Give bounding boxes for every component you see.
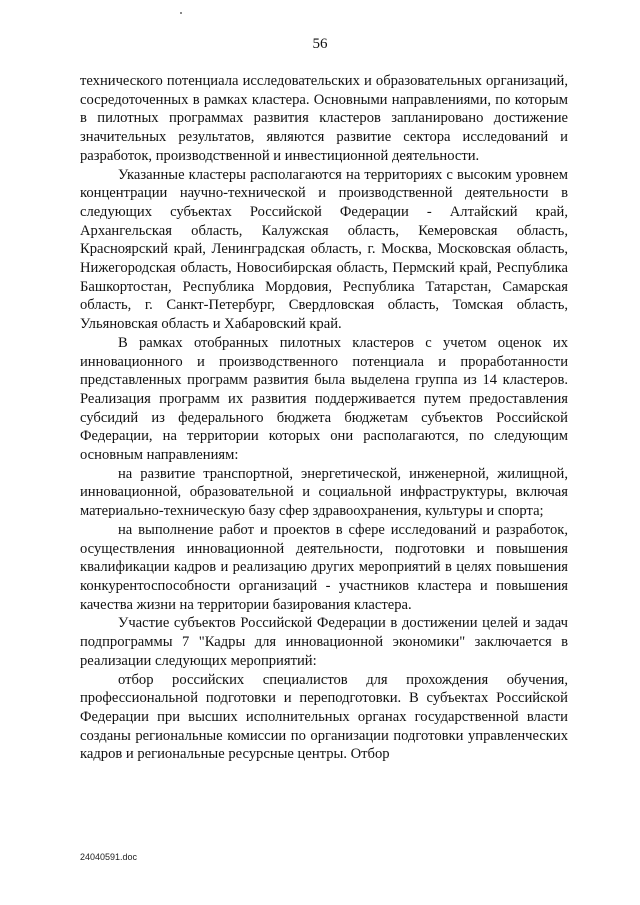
paragraph-infrastructure-direction: на развитие транспортной, энергетической, инженерной, жилищной, инновационной, образовательной и социальной инфраструктуры, включая материально-техническую базу сфер здравоохранения, культуры и спорта; bbox=[80, 465, 568, 520]
paragraph-research-direction: на выполнение работ и проектов в сфере исследований и разработок, осуществления инновационной деятельности, подготовки и повышения квалификации кадров и реализацию других мероприятий в целях повышения конкурентоспособности организаций - участников кластера и повышения качества жизни на территории базирования кластера. bbox=[80, 521, 568, 613]
page-number: 56 bbox=[312, 36, 328, 52]
paragraph-subprogram-7: Участие субъектов Российской Федерации в достижении целей и задач подпрограммы 7 "Кадры для инновационной экономики" заключается в реализации следующих мероприятий: bbox=[80, 615, 568, 669]
document-body bbox=[80, 72, 568, 764]
paragraph-pilot-clusters: В рамках отобранных пилотных кластеров с учетом оценок их инновационного и производственного потенциала и проработанности представленных программ развития была выделена группа из 14 кластеров. Реализация программ их развития поддерживается путем предоставления субсидий из федерального бюджета бюджетам субъектов Российской Федерации, на территории которых они располагаются, по следующим основным направлениям: bbox=[80, 334, 568, 464]
footer-filename: 24040591.doc bbox=[80, 852, 138, 862]
paragraph-continuation: технического потенциала исследовательских и образовательных организаций, сосредоточенных в рамках кластера. Основными направлениями, по которым в пилотных программах развития кластеров запланировано достижение значительных результатов, являются развитие сектора исследований и разработок, производственной и инвестиционной деятельности. bbox=[80, 73, 568, 164]
paragraph-selection-specialists: отбор российских специалистов для прохождения обучения, профессиональной подготовки и переподготовки. В субъектах Российской Федерации при высших исполнительных органах государственной власти созданы региональные комиссии по организации подготовки управленческих кадров и региональные ресурсные центры. Отбор bbox=[80, 671, 568, 763]
paragraph-clusters-regions: Указанные кластеры располагаются на территориях с высоким уровнем концентрации научно-технической и производственной деятельности в следующих субъектах Российской Федерации - Алтайский край, Архангельская область, Калужская область, Кемеровская область, Красноярский край, Ленинградская область, г. Москва, Московская область, Нижегородская область, Новосибирская область, Пермский край, Республика Башкортостан, Республика Мордовия, Республика Татарстан, Самарская область, г. Санкт-Петербург, Свердловская область, Томская область, Ульяновская область и Хабаровский край. bbox=[80, 166, 568, 333]
scan-mark bbox=[180, 12, 182, 14]
